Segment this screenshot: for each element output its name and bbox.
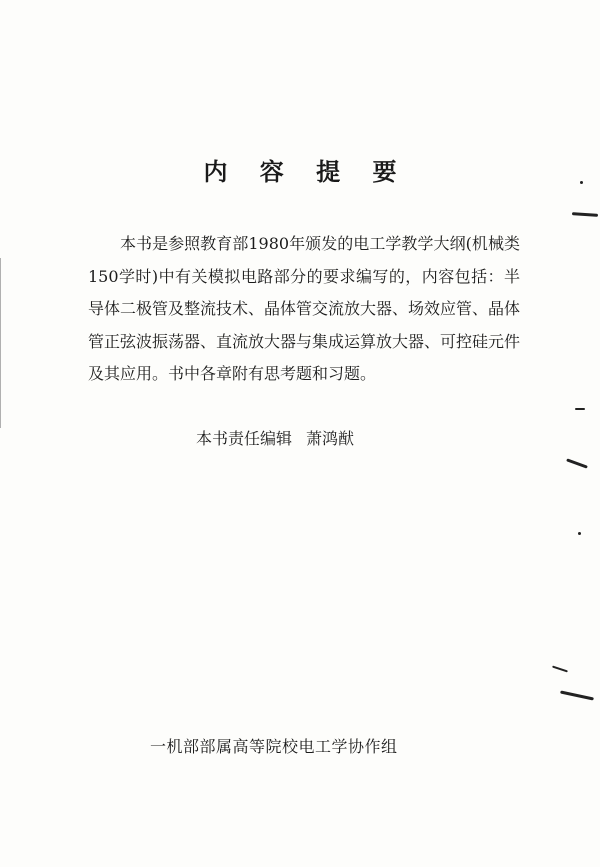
responsible-editor-line <box>196 426 354 449</box>
scan-mark <box>566 458 588 468</box>
scan-mark <box>552 666 568 673</box>
scan-mark <box>580 181 583 184</box>
scan-mark <box>575 408 585 410</box>
abstract-paragraph: 本书是参照教育部1980年颁发的电工学教学大纲(机械类150学时)中有关模拟电路部分的要求编写的，内容包括：半导体二极管及整流技术、晶体管交流放大器、场效应管、晶体管正弦波振荡器、直流放大器与集成运算放大器、可控硅元件及其应用。书中各章附有思考题和习题。 <box>88 234 521 383</box>
editor-label: 本书责任编辑 <box>196 429 293 448</box>
scan-edge-line <box>0 258 1 428</box>
organization-credit: 一机部部属高等院校电工学协作组 <box>150 737 398 756</box>
scan-mark <box>560 690 594 700</box>
scan-mark <box>578 532 581 535</box>
editor-name: 萧鸿猷 <box>306 429 355 448</box>
scan-mark <box>572 212 598 217</box>
page-title: 内 容 提 要 <box>203 157 409 186</box>
